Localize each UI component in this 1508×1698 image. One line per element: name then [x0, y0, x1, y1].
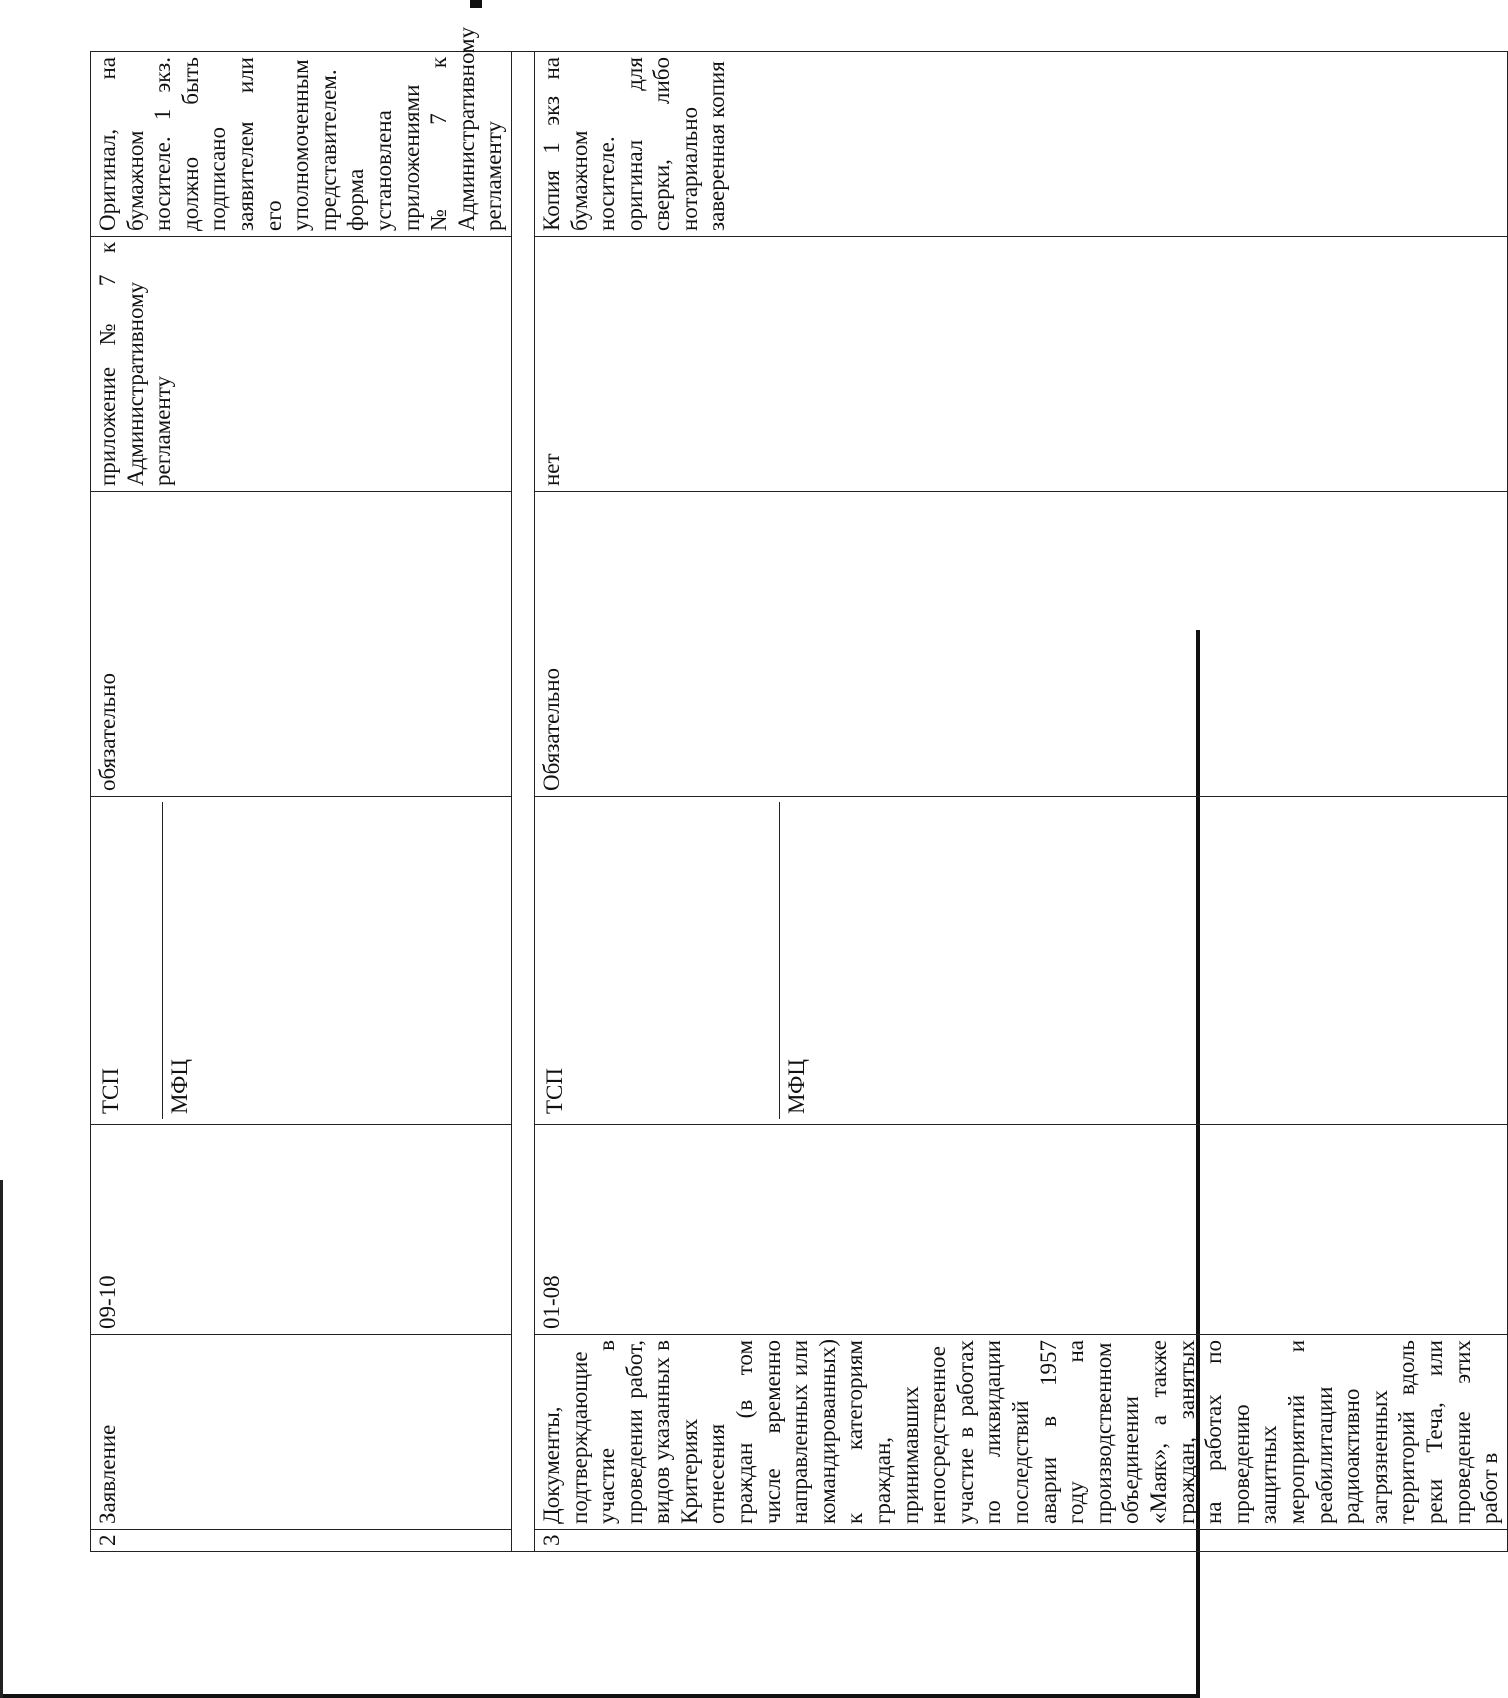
documents-table: [90, 26, 1508, 1552]
scan-edge-left: [0, 1180, 3, 1698]
scan-edge-bottom: [0, 1694, 1200, 1698]
row-gap: [511, 52, 534, 1552]
scan-mark: [470, 0, 482, 8]
row-number: 2: [91, 1530, 512, 1552]
document-code: 01-08: [534, 1125, 1507, 1335]
required-flag: Обязательно: [534, 492, 1507, 797]
row-number: 3: [534, 1530, 1507, 1552]
place-tsp: ТСП: [541, 1068, 567, 1114]
document-requirements: Оригинал, на бумажном носителе. 1 экз. должно быть подписано заявителем или его уполномоченным представителем. форма установлена приложениями № 7 к Административному регламенту: [91, 52, 512, 237]
table-row: [91, 52, 512, 1552]
place-mfc: МФЦ: [779, 802, 1504, 1119]
document-code: 09-10: [91, 1125, 512, 1335]
form-reference: приложение № 7 к Административному регламенту: [91, 237, 512, 492]
document-name: Документы, подтверждающие участие в проведении работ, видов указанных в Критериях отнесения граждан (в том числе временно направленных или командированных) к категориям граждан, принимавших непосредственное участие в работах по ликвидации последствий аварии в 1957 году на производственном объединении «Маяк», а также граждан, занятых на работах по проведению защитных мероприятий и реабилитации радиоактивно загрязненных территорий вдоль реки Теча, или проведение этих работ в: [534, 1335, 1507, 1530]
place-tsp: ТСП: [98, 1068, 123, 1114]
submission-places: [534, 797, 1507, 1125]
rotated-document: [90, 26, 1503, 1552]
document-name: Заявление: [91, 1335, 512, 1530]
document-requirements: Копия 1 экз на бумажном носителе. оригинал для сверки, либо нотариально заверенная копия: [534, 52, 1507, 237]
table-row: [534, 52, 1507, 1552]
form-reference: нет: [534, 237, 1507, 492]
required-flag: обязательно: [91, 492, 512, 797]
submission-places: [91, 797, 512, 1125]
place-mfc: МФЦ: [162, 802, 508, 1119]
